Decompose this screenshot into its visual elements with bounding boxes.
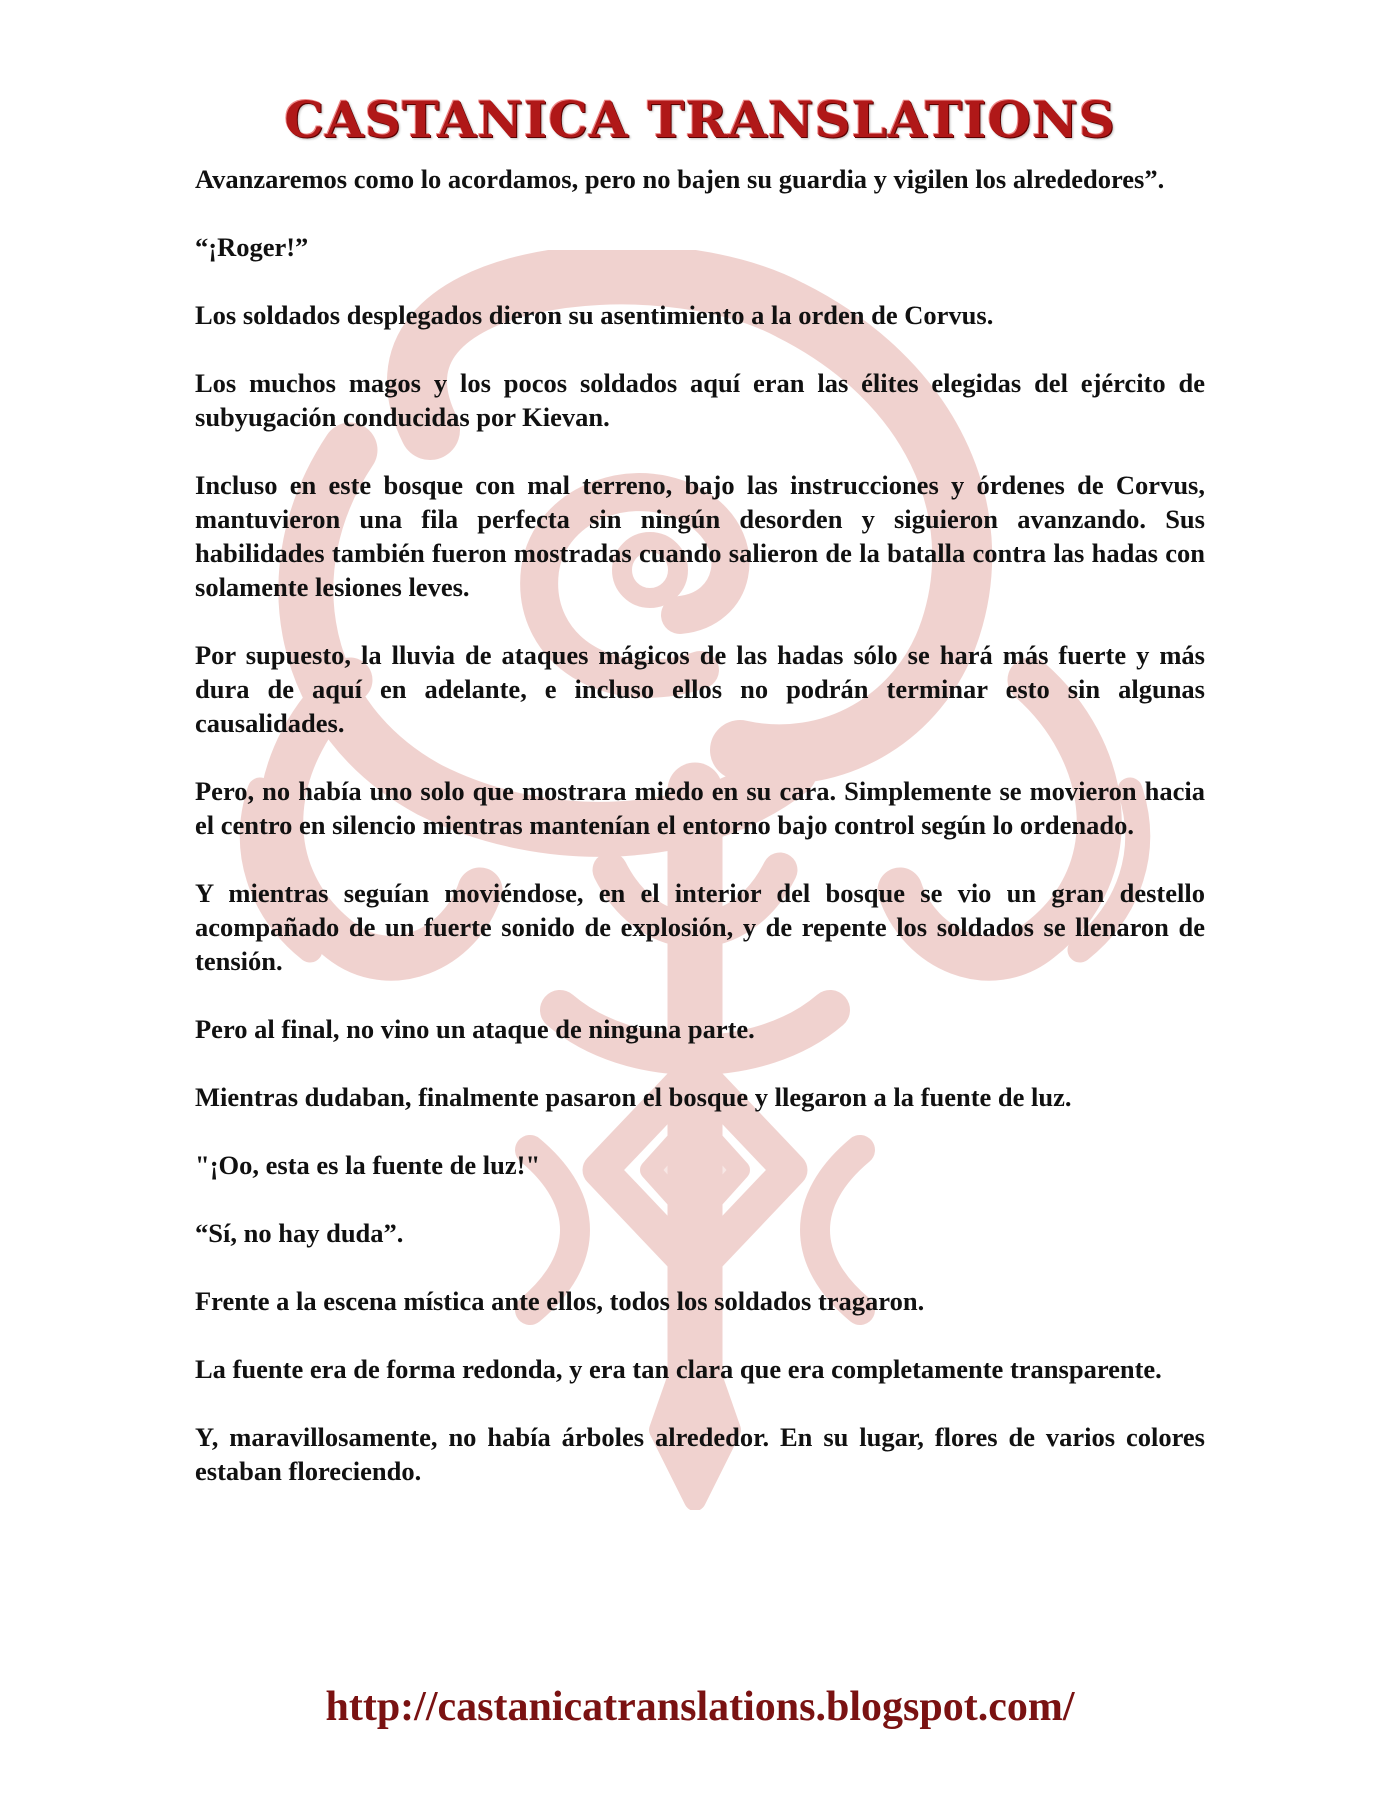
document-body xyxy=(195,162,1205,1522)
paragraph: Por supuesto, la lluvia de ataques mágicos de las hadas sólo se hará más fuerte y más dura de aquí en adelante, e incluso ellos no podrán terminar esto sin algunas causalidades. xyxy=(195,640,1205,738)
page-header-title: CASTANICA TRANSLATIONS xyxy=(284,90,1116,149)
paragraph: Pero, no había uno solo que mostrara miedo en su cara. Simplemente se movieron hacia el centro en silencio mientras mantenían el entorno bajo control según lo ordenado. xyxy=(195,776,1205,840)
footer-url-link[interactable]: http://castanicatranslations.blogspot.com/ xyxy=(325,1684,1075,1730)
paragraph: “¡Roger!” xyxy=(195,232,309,262)
paragraph: Incluso en este bosque con mal terreno, bajo las instrucciones y órdenes de Corvus, mantuvieron una fila perfecta sin ningún desorden y siguieron avanzando. Sus habilidades también fueron mostradas cuando salieron de la batalla contra las hadas con solamente lesiones leves. xyxy=(195,470,1205,602)
paragraph: Pero al final, no vino un ataque de ninguna parte. xyxy=(195,1014,755,1044)
paragraph: Mientras dudaban, finalmente pasaron el bosque y llegaron a la fuente de luz. xyxy=(195,1082,1072,1112)
paragraph: "¡Oo, esta es la fuente de luz!" xyxy=(195,1150,541,1180)
paragraph: La fuente era de forma redonda, y era tan clara que era completamente transparente. xyxy=(195,1354,1162,1384)
paragraph: Avanzaremos como lo acordamos, pero no bajen su guardia y vigilen los alrededores”. xyxy=(195,164,1165,194)
paragraph: “Sí, no hay duda”. xyxy=(195,1218,404,1248)
paragraph: Los muchos magos y los pocos soldados aquí eran las élites elegidas del ejército de subyugación conducidas por Kievan. xyxy=(195,368,1205,432)
paragraph: Los soldados desplegados dieron su asentimiento a la orden de Corvus. xyxy=(195,300,994,330)
paragraph: Y, maravillosamente, no había árboles alrededor. En su lugar, flores de varios colores estaban floreciendo. xyxy=(195,1422,1205,1486)
paragraph: Y mientras seguían moviéndose, en el interior del bosque se vio un gran destello acompañado de un fuerte sonido de explosión, y de repente los soldados se llenaron de tensión. xyxy=(195,878,1205,976)
paragraph: Frente a la escena mística ante ellos, todos los soldados tragaron. xyxy=(195,1286,925,1316)
